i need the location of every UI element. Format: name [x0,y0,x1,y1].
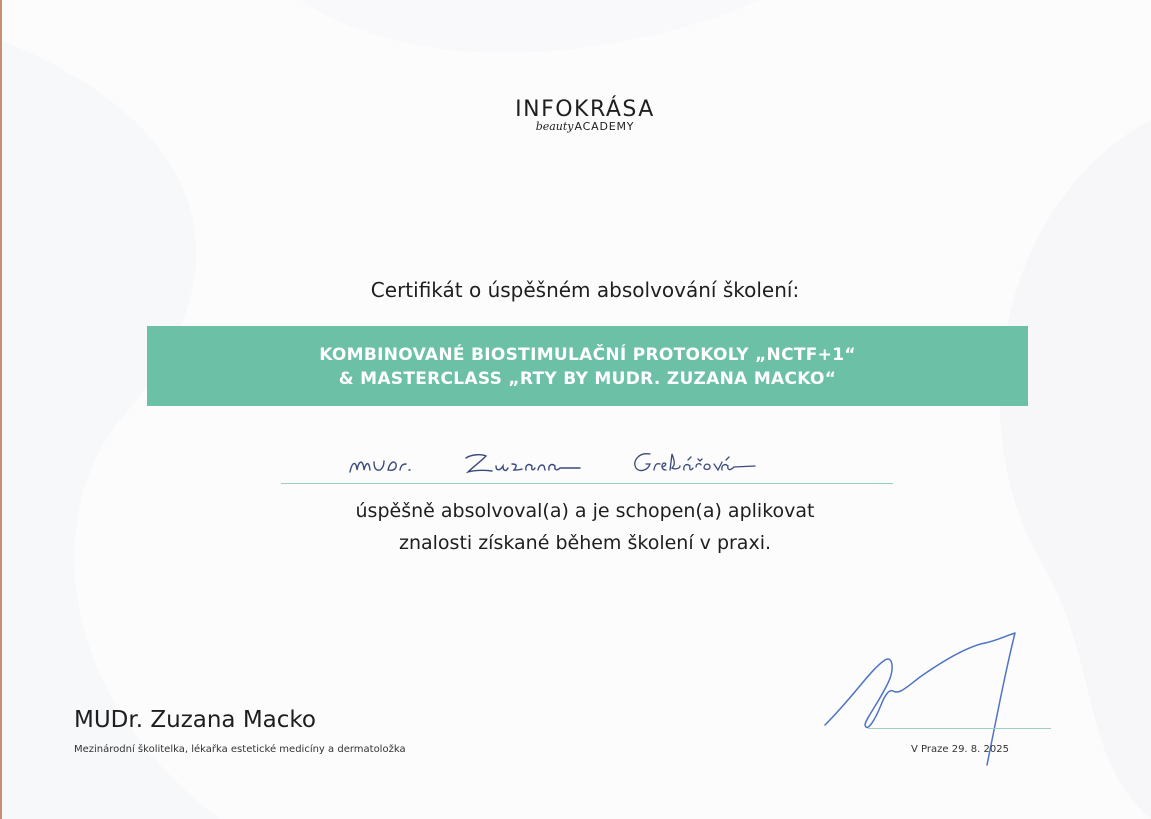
place-and-date: V Praze 29. 8. 2025 [911,744,1009,755]
brand-script-word: beauty [535,120,574,133]
course-banner [147,326,1028,406]
course-title-line-2: & MASTERCLASS „RTY BY MUDR. ZUZANA MACKO“ [338,369,837,389]
brand-sub-word: ACADEMY [574,120,635,133]
brand-logo [460,96,710,133]
completion-statement-line-2: znalosti získané během školení v praxi. [398,532,772,554]
recipient-name-line [281,483,893,484]
issuer-signature-line [868,728,1051,729]
recipient-handwritten-name [330,440,790,484]
certificate-heading: Certifikát o úspěšném absolvování školení: [370,278,800,302]
paper-edge [0,0,2,819]
issuer-name: MUDr. Zuzana Macko [74,707,316,733]
course-title-line-1: KOMBINOVANÉ BIOSTIMULAČNÍ PROTOKOLY „NCTF+1“ [319,345,856,365]
completion-statement-line-1: úspěšně absolvoval(a) a je schopen(a) aplikovat [355,500,815,522]
brand-subtitle [460,120,710,133]
brand-name: INFOKRÁSA [515,97,655,122]
issuer-title: Mezinárodní školitelka, lékařka estetické medicíny a dermatoložka [74,744,406,755]
